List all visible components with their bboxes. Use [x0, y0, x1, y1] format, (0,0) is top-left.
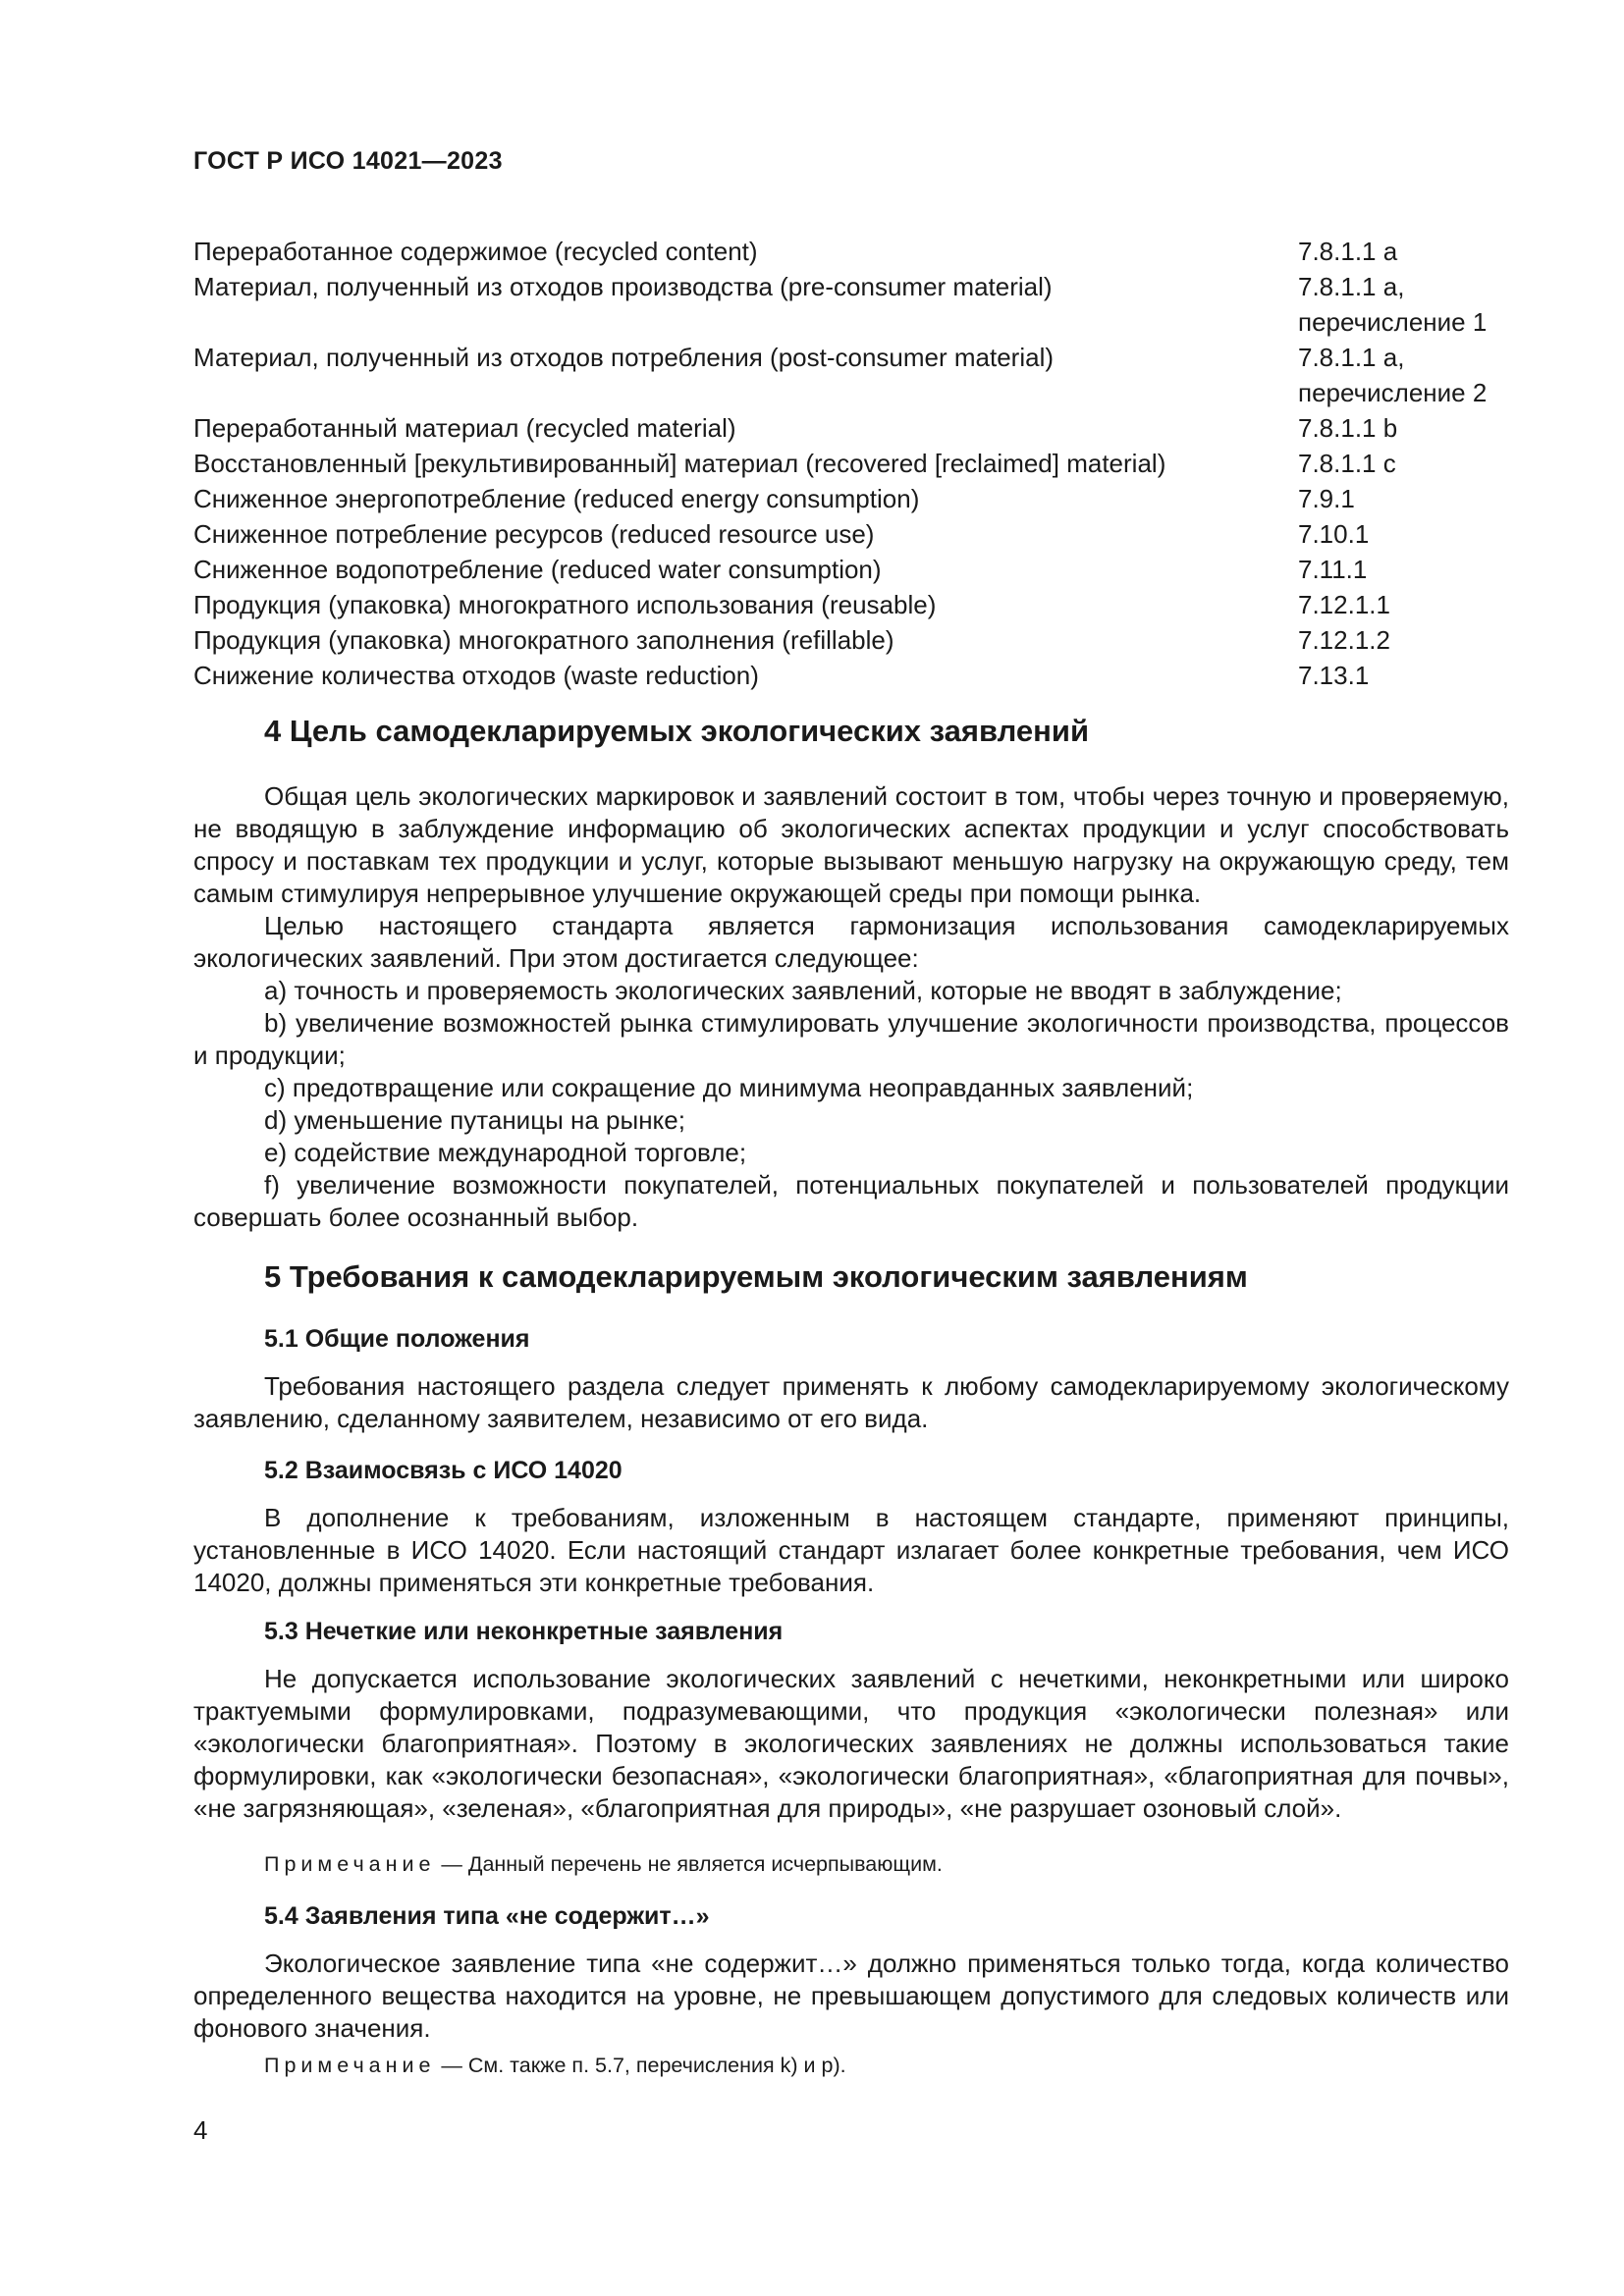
- index-term: Переработанный материал (recycled material): [193, 413, 736, 443]
- index-row: [193, 622, 1509, 658]
- index-term: Продукция (упаковка) многократного заполнения (refillable): [193, 625, 894, 655]
- section-5-title: 5 Требования к самодекларируемым экологическим заявлениям: [264, 1259, 1248, 1294]
- index-ref: 7.8.1.1 c: [1298, 449, 1396, 478]
- subsection-5-4-note: [193, 2050, 1509, 2082]
- index-term: Сниженное водопотребление (reduced water consumption): [193, 555, 882, 584]
- index-row: [193, 658, 1509, 693]
- subsection-5-3: [193, 1616, 1509, 1648]
- index-ref: 7.8.1.1 b: [1298, 413, 1398, 443]
- list-item: c) предотвращение или сокращение до минимума неоправданных заявлений;: [264, 1073, 1194, 1102]
- index-ref: 7.8.1.1 a, перечисление 1: [1298, 272, 1488, 337]
- index-ref: 7.12.1.2: [1298, 625, 1390, 655]
- section-4-title: 4 Цель самодекларируемых экологических заявлений: [264, 714, 1089, 748]
- terms-index: [193, 234, 1509, 693]
- subsection-5-4: [193, 1900, 1509, 1933]
- page-header: ГОСТ Р ИСО 14021—2023: [193, 147, 503, 175]
- subsection-5-2-title: 5.2 Взаимосвязь с ИСО 14020: [264, 1457, 623, 1484]
- subsection-5-1-body: [193, 1370, 1509, 1435]
- note-label: Примечание: [264, 1852, 436, 1876]
- note-label: Примечание: [264, 2054, 436, 2077]
- subsection-5-2-body: [193, 1502, 1509, 1599]
- subsection-5-3-paragraph: Не допускается использование экологических заявлений с нечеткими, неконкретными или широко трактуемыми формулировками, подразумевающими, что продукция «экологически полезная» или «экологически благоприятная». Поэтому в экологических заявлениях не должны использоваться такие формулировки, как «экологически безопасная», «экологически благоприятная», «благоприятная для почвы», «не загрязняющая», «зеленая», «благоприятная для природы», «не разрушает озоновый слой».: [193, 1664, 1509, 1823]
- subsection-5-1: [193, 1323, 1509, 1356]
- note-text: — См. также п. 5.7, перечисления k) и p).: [435, 2054, 846, 2077]
- index-ref: 7.12.1.1: [1298, 590, 1390, 619]
- index-row: [193, 410, 1509, 446]
- index-row: [193, 481, 1509, 516]
- index-row: [193, 269, 1509, 340]
- index-term: Материал, полученный из отходов потребления (post-consumer material): [193, 343, 1055, 372]
- index-ref: 7.13.1: [1298, 661, 1370, 690]
- index-ref: 7.8.1.1 a, перечисление 2: [1298, 343, 1488, 407]
- section-5: [193, 1260, 1509, 1293]
- list-item: a) точность и проверяемость экологических заявлений, которые не вводят в заблуждение;: [264, 976, 1342, 1005]
- index-ref: 7.11.1: [1298, 555, 1368, 584]
- section-4: [193, 715, 1509, 747]
- index-row: [193, 234, 1509, 269]
- subsection-5-3-note: [193, 1848, 1509, 1881]
- section-4-body: [193, 780, 1509, 1234]
- index-row: [193, 340, 1509, 410]
- subsection-5-1-title: 5.1 Общие положения: [264, 1325, 530, 1353]
- index-row: [193, 516, 1509, 552]
- list-item: f) увеличение возможности покупателей, потенциальных покупателей и пользователей продукции совершать более осознанный выбор.: [193, 1170, 1509, 1232]
- subsection-5-2-paragraph: В дополнение к требованиям, изложенным в настоящем стандарте, применяют принципы, установленные в ИСО 14020. Если настоящий стандарт излагает более конкретные требования, чем ИСО 14020, должны применяться эти конкретные требования.: [193, 1503, 1509, 1597]
- page-number: 4: [193, 2115, 208, 2145]
- list-item: e) содействие международной торговле;: [264, 1138, 747, 1167]
- section-4-paragraph-2: Целью настоящего стандарта является гармонизация использования самодекларируемых экологических заявлений. При этом достигается следующее:: [193, 911, 1509, 973]
- note-text: — Данный перечень не является исчерпывающим.: [435, 1852, 943, 1876]
- index-term: Переработанное содержимое (recycled content): [193, 237, 758, 266]
- index-row: [193, 552, 1509, 587]
- subsection-5-3-title: 5.3 Нечеткие или неконкретные заявления: [264, 1618, 784, 1645]
- index-ref: 7.9.1: [1298, 484, 1355, 513]
- index-row: [193, 587, 1509, 622]
- index-term: Снижение количества отходов (waste reduction): [193, 661, 759, 690]
- index-ref: 7.8.1.1 a: [1298, 237, 1398, 266]
- subsection-5-1-paragraph: Требования настоящего раздела следует применять к любому самодекларируемому экологическому заявлению, сделанному заявителем, независимо от его вида.: [193, 1371, 1509, 1433]
- subsection-5-4-body: [193, 1948, 1509, 2045]
- list-item: d) уменьшение путаницы на рынке;: [264, 1105, 685, 1135]
- subsection-5-2: [193, 1455, 1509, 1487]
- index-term: Восстановленный [рекультивированный] материал (recovered [reclaimed] material): [193, 449, 1166, 478]
- index-term: Сниженное потребление ресурсов (reduced resource use): [193, 519, 875, 549]
- index-term: Продукция (упаковка) многократного использования (reusable): [193, 590, 937, 619]
- index-term: Материал, полученный из отходов производства (pre-consumer material): [193, 272, 1053, 301]
- subsection-5-4-title: 5.4 Заявления типа «не содержит…»: [264, 1902, 710, 1930]
- list-item: b) увеличение возможностей рынка стимулировать улучшение экологичности производства, процессов и продукции;: [193, 1008, 1509, 1070]
- index-ref: 7.10.1: [1298, 519, 1370, 549]
- index-row: [193, 446, 1509, 481]
- subsection-5-3-body: [193, 1663, 1509, 1825]
- subsection-5-4-paragraph: Экологическое заявление типа «не содержит…» должно применяться только тогда, когда количество определенного вещества находится на уровне, не превышающем допустимого для следовых количеств или фонового значения.: [193, 1949, 1509, 2043]
- section-4-paragraph-1: Общая цель экологических маркировок и заявлений состоит в том, чтобы через точную и проверяемую, не вводящую в заблуждение информацию об экологических аспектах продукции и услуг способствовать спросу и поставкам тех продукции и услуг, которые вызывают меньшую нагрузку на окружающую среду, тем самым стимулируя непрерывное улучшение окружающей среды при помощи рынка.: [193, 781, 1509, 908]
- index-term: Сниженное энергопотребление (reduced energy consumption): [193, 484, 920, 513]
